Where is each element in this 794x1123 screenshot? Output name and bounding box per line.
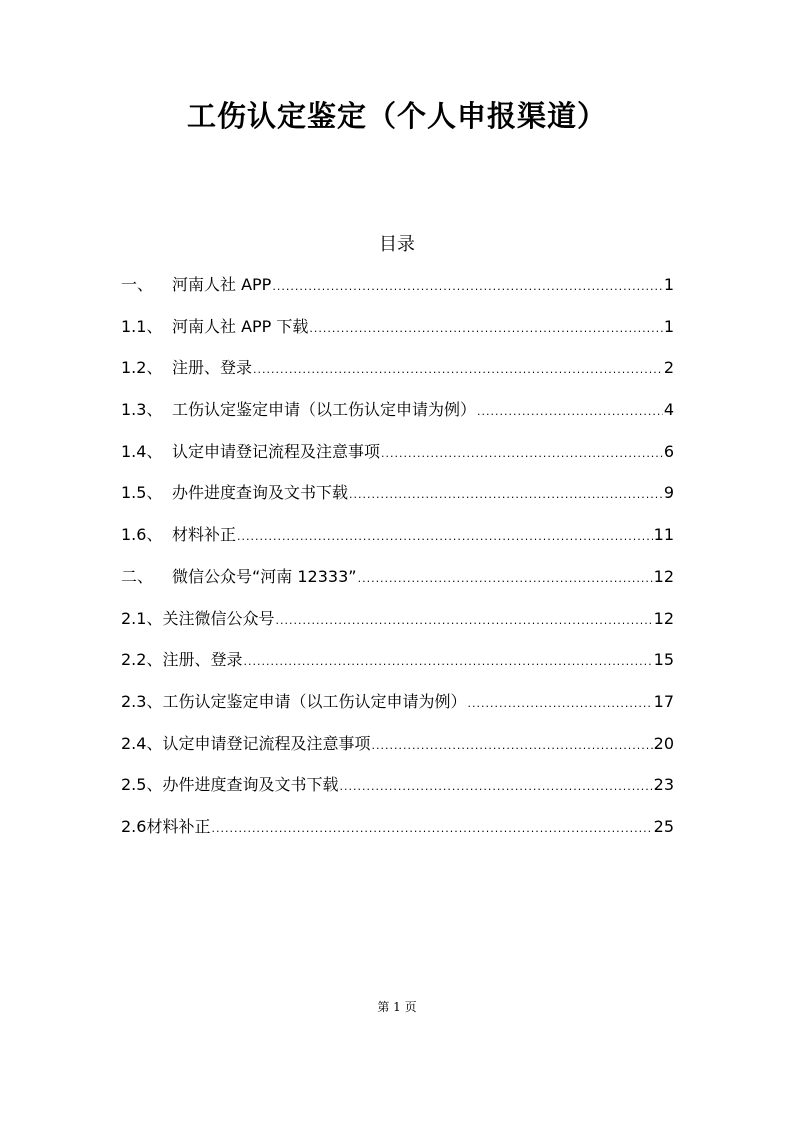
- toc-dot-leader: [381, 440, 663, 468]
- toc-dot-leader: [467, 690, 652, 718]
- toc-entry[interactable]: [121, 688, 674, 730]
- toc-dot-leader: [358, 565, 653, 593]
- toc-entry[interactable]: [121, 563, 674, 605]
- toc-entry[interactable]: [121, 396, 674, 438]
- toc-entry[interactable]: [121, 479, 674, 521]
- toc-entry-number: 一、: [121, 275, 154, 294]
- document-title: 工伤认定鉴定（个人申报渠道）: [186, 99, 607, 133]
- toc-entry-label: 河南人社 APP 下载: [172, 316, 309, 336]
- toc-dot-leader: [309, 315, 662, 343]
- toc-entry-label: 材料补正: [172, 525, 237, 545]
- toc-entry-page-number: 23: [653, 775, 674, 795]
- toc-entry-page-number: 1: [663, 316, 674, 336]
- toc-entry-number: 2.2、: [121, 650, 163, 670]
- toc-dot-leader: [272, 273, 662, 301]
- toc-entry-page-number: 1: [663, 275, 674, 294]
- toc-dot-leader: [211, 815, 652, 843]
- toc-entry-label: 河南人社 APP: [172, 275, 272, 294]
- toc-dot-leader: [371, 732, 652, 760]
- toc-entry-label: 材料补正: [146, 816, 211, 836]
- toc-entry-number: 2.6: [121, 816, 147, 836]
- toc-entry-label: 工伤认定鉴定申请（以工伤认定申请为例）: [172, 400, 477, 420]
- toc-entry[interactable]: [121, 813, 674, 855]
- toc-entry-label: 关注微信公众号: [162, 608, 275, 628]
- toc-entry[interactable]: [121, 771, 674, 813]
- toc-entry[interactable]: [121, 521, 674, 563]
- toc-dot-leader: [253, 356, 663, 384]
- toc-entry-page-number: 2: [663, 358, 674, 378]
- toc-entry-page-number: 4: [663, 400, 674, 420]
- table-of-contents: [121, 271, 674, 855]
- toc-entry-number: 2.1、: [121, 608, 163, 628]
- toc-entry-page-number: 17: [653, 691, 674, 711]
- toc-entry-label: 办件进度查询及文书下载: [172, 483, 349, 503]
- toc-entry-number: 1.5、: [121, 483, 163, 503]
- toc-dot-leader: [237, 523, 653, 551]
- toc-entry-number: 1.4、: [121, 441, 163, 461]
- toc-entry-number: 1.3、: [121, 400, 163, 420]
- toc-entry-page-number: 25: [653, 816, 674, 836]
- toc-entry-page-number: 20: [653, 733, 674, 753]
- toc-entry-number: 1.2、: [121, 358, 163, 378]
- toc-entry-number: 2.3、: [121, 691, 163, 711]
- toc-entry[interactable]: [121, 605, 674, 647]
- toc-entry[interactable]: [121, 271, 674, 313]
- toc-entry-page-number: 15: [653, 650, 674, 670]
- toc-entry-label: 认定申请登记流程及注意事项: [172, 441, 381, 461]
- toc-entry-number: 1.6、: [121, 525, 163, 545]
- toc-entry-page-number: 6: [663, 441, 674, 461]
- toc-entry-page-number: 12: [653, 566, 674, 586]
- toc-entry-label: 办件进度查询及文书下载: [162, 775, 339, 795]
- toc-entry-number: 2.4、: [121, 733, 163, 753]
- page-footer: 第 1 页: [377, 1000, 417, 1014]
- toc-dot-leader: [275, 607, 652, 635]
- toc-entry[interactable]: [121, 730, 674, 772]
- toc-entry-page-number: 11: [653, 525, 674, 545]
- toc-entry[interactable]: [121, 646, 674, 688]
- toc-entry[interactable]: [121, 354, 674, 396]
- toc-dot-leader: [339, 773, 652, 801]
- toc-entry-page-number: 9: [663, 483, 674, 503]
- toc-entry-label: 工伤认定鉴定申请（以工伤认定申请为例）: [162, 691, 467, 711]
- toc-entry-number: 2.5、: [121, 775, 163, 795]
- toc-entry-label: 认定申请登记流程及注意事项: [162, 733, 371, 753]
- toc-dot-leader: [349, 481, 663, 509]
- toc-entry-label: 微信公众号“河南 12333”: [172, 566, 357, 586]
- toc-entry-page-number: 12: [653, 608, 674, 628]
- toc-entry-label: 注册、登录: [172, 358, 253, 378]
- toc-entry-number: 二、: [121, 566, 154, 586]
- toc-entry-number: 1.1、: [121, 316, 163, 336]
- toc-dot-leader: [477, 398, 663, 426]
- toc-entry[interactable]: [121, 313, 674, 355]
- toc-entry-label: 注册、登录: [162, 650, 243, 670]
- toc-heading: 目录: [379, 234, 415, 255]
- toc-dot-leader: [243, 648, 652, 676]
- toc-entry[interactable]: [121, 438, 674, 480]
